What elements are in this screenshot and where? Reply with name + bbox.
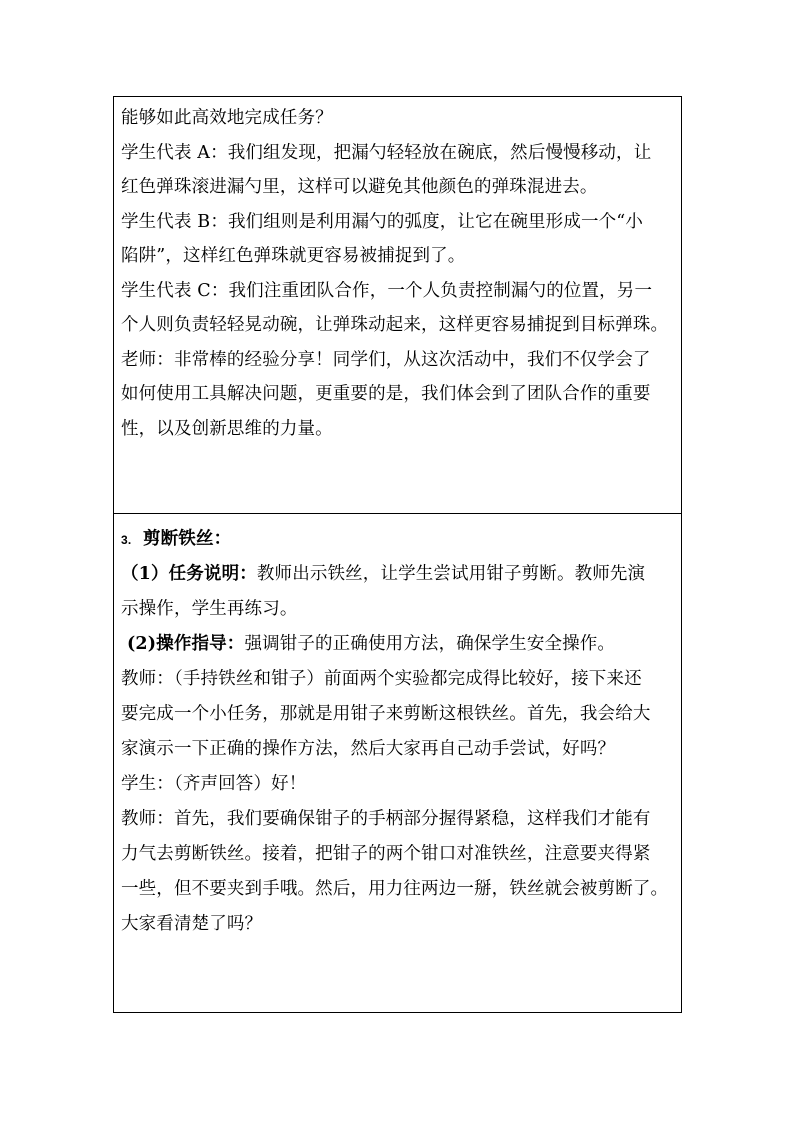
table-cell-cut-wire [114,514,681,1012]
text-line: 学生：（齐声回答）好！ [121,774,307,794]
task-text: 教师出示铁丝，让学生尝试用钳子剪断。教师先演 [256,564,646,584]
section-number: 3. [121,533,132,547]
text-line: 家演示一下正确的操作方法，然后大家再自己动手尝试，好吗？ [121,739,616,759]
text-line: 力气去剪断铁丝。接着，把钳子的两个钳口对准铁丝，注意要夹得紧 [121,844,651,864]
text-line: 学生代表 B：我们组则是利用漏勺的弧度，让它在碗里形成一个“小 [121,211,644,232]
guide-text: 强调钳子的正确使用方法，确保学生安全操作。 [244,634,616,654]
text-line: 大家看清楚了吗？ [121,914,263,934]
text-line: 学生代表 A：我们组发现，把漏勺轻轻放在碗底，然后慢慢移动，让 [121,142,652,163]
text-line: 性，以及创新思维的力量。 [121,418,333,439]
text-line: 个人则负责轻轻晃动碗，让弹珠动起来，这样更容易捕捉到目标弹珠。 [121,315,669,335]
document-table [113,96,682,1013]
table-cell-dialogue-summary [114,97,681,514]
section-heading [121,522,673,557]
operation-guide-line [121,627,673,662]
text-line: 陷阱”，这样红色弹珠就更容易被捕捉到了。 [121,246,466,266]
task-description-line [121,557,673,592]
text-line: 如何使用工具解决问题，更重要的是，我们体会到了团队合作的重要 [121,384,651,404]
text-line: 能够如此高效地完成任务？ [121,108,333,128]
text-line: 一些，但不要夹到手哦。然后，用力往两边一掰，铁丝就会被剪断了。 [121,879,669,899]
text-line: 红色弹珠滚进漏勺里，这样可以避免其他颜色的弹珠混进去。 [121,177,598,197]
section-title: 剪断铁丝： [143,529,232,549]
text-line: 教师：（手持铁丝和钳子）前面两个实验都完成得比较好，接下来还 [121,669,642,689]
guide-label: (2)操作指导： [127,634,245,654]
text-line: 老师：非常棒的经验分享！同学们，从这次活动中，我们不仅学会了 [121,349,651,370]
task-label: （1）任务说明： [121,564,257,584]
text-line: 教师：首先，我们要确保钳子的手柄部分握得紧稳，这样我们才能有 [121,809,651,829]
text-line: 学生代表 C：我们注重团队合作，一个人负责控制漏勺的位置，另一 [121,280,653,301]
text-line: 要完成一个小任务，那就是用钳子来剪断这根铁丝。首先，我会给大 [121,704,651,724]
task-description-line: 示操作，学生再练习。 [121,599,298,619]
